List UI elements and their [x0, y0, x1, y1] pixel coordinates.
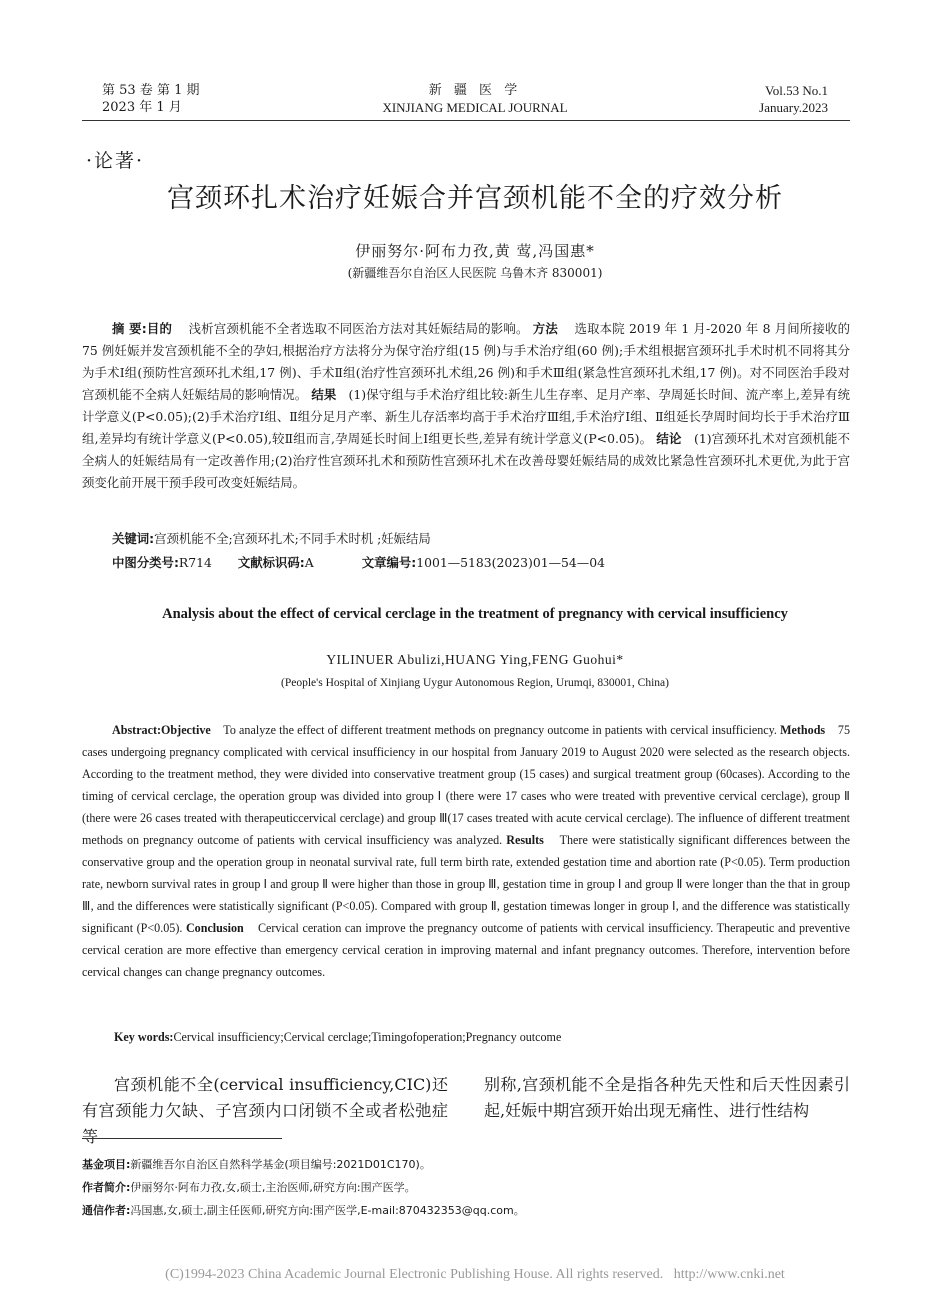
doc-code-label: 文献标识码:	[237, 555, 305, 570]
section-label: ·论著·	[86, 150, 145, 172]
volume-issue-en: Vol.53 No.1	[765, 83, 828, 98]
abstract-cn-methods: 选取本院 2019 年 1 月-2020 年 8 月间所接收的 75 例妊娠并发宫颈机能不全的孕妇,根据治疗方法将分为保守治疗组(15 例)与手术治疗组(60 例);手术组根据宫颈环扎手术时机不同将其分为手术Ⅰ组(预防性宫颈环扎术组,17 例)、手术Ⅱ组(治疗性宫颈环扎术组,26 例)和手术Ⅲ组(紧急性宫颈环扎术组,17 例)。对不同医治手段对宫颈机能不全病人妊娠结局的影响情况。	[82, 321, 850, 402]
copyright-notice: (C)1994-2023 China Academic Journal Electronic Publishing House. All rights reserved. http://www.cnki.net	[165, 1267, 785, 1282]
abstract-en-methods-label: Methods	[780, 723, 826, 737]
abstract-en-results: There were statistically significant differences between the conservative group and the operation group in neonatal survival rate, full term birth rate, extended gestation time and abortion rate (P<0.05). Term production rate, newborn survival rates in group Ⅰ and group Ⅱ were higher than those in group Ⅲ, gestation time in group Ⅰ and group Ⅱ were longer than the that in group Ⅲ, and the differences were statistically significant (P<0.05). Compared with group Ⅱ, gestation timewas longer in group Ⅰ, and the difference was statistically significant (P<0.05).	[82, 833, 850, 935]
footnotes	[82, 1153, 850, 1222]
footnote-correspondence	[82, 1199, 850, 1222]
volume-issue-cn: 第 53 卷 第 1 期	[102, 83, 200, 98]
footnote-rule	[82, 1138, 282, 1139]
journal-name-cn: 新 疆 医 学	[428, 83, 522, 98]
doc-code-value: A	[304, 555, 314, 570]
affiliation-en: (People's Hospital of Xinjiang Uygur Autonomous Region, Urumqi, 830001, China)	[281, 677, 669, 689]
abstract-en-methods: 75 cases undergoing pregnancy complicated with cervical insufficiency in our hospital from January 2019 to August 2020 were selected as the research objects. According to the treatment method, they were divided into conservative treatment group (15 cases) and surgical treatment group (60cases). According to the timing of cervical cerclage, the operation group was divided into group Ⅰ (there were 17 cases who were treated with preventive cervical cerclage), group Ⅱ (there were 26 cases treated with therapeuticcervical cerclage) and group Ⅲ(17 cases treated with acute cervical cerclage). The influence of different treatment methods on pregnancy outcome of patients with cervical insufficiency was analyzed.	[82, 723, 850, 847]
abstract-cn-results-label: 结果	[311, 387, 337, 402]
clc-value: R714	[178, 555, 212, 570]
body-column-left: 宫颈机能不全(cervical insufficiency,CIC)还有宫颈能力欠缺、子宫颈内口闭锁不全或者松弛症等	[82, 1075, 448, 1146]
abstract-cn-conclusion-label: 结论	[656, 431, 682, 446]
body-column-right: 别称,宫颈机能不全是指各种先天性和后天性因素引起,妊娠中期宫颈开始出现无痛性、进行性结构	[484, 1075, 850, 1120]
footnote-fund	[82, 1153, 850, 1176]
abstract-en-conclusion-label: Conclusion	[185, 921, 244, 935]
keywords-en	[82, 1026, 882, 1048]
article-title-en: Analysis about the effect of cervical cerclage in the treatment of pregnancy with cervical insufficiency	[162, 606, 788, 622]
correspondence-text: 冯国惠,女,硕士,副主任医师,研究方向:围产医学,E-mail:870432353@qq.com。	[130, 1204, 525, 1217]
fund-text: 新疆维吾尔自治区自然科学基金(项目编号:2021D01C170)。	[130, 1158, 431, 1171]
article-number-label: 文章编号:	[361, 555, 417, 570]
fund-label: 基金项目:	[82, 1158, 131, 1171]
abstract-cn-conclusion: (1)宫颈环扎术对宫颈机能不全病人的妊娠结局有一定改善作用;(2)治疗性宫颈环扎术和预防性宫颈环扎术在改善母婴妊娠结局的成效比紧急性宫颈环扎术更优,为此于宫颈变化前开展干预手段可改变妊娠结局。	[82, 431, 850, 490]
keywords-en-text: Cervical insufficiency;Cervical cerclage;Timingofoperation;Pregnancy outcome	[173, 1030, 562, 1044]
abstract-cn-methods-label: 方法	[532, 321, 558, 336]
abstract-cn-objective: 浅析宫颈机能不全者选取不同医治方法对其妊娠结局的影响。	[188, 321, 529, 336]
author-bio-text: 伊丽努尔·阿布力孜,女,硕士,主治医师,研究方向:围产医学。	[130, 1181, 416, 1194]
article-title-cn: 宫颈环扎术治疗妊娠合并宫颈机能不全的疗效分析	[167, 183, 783, 214]
keywords-cn-text: 宫颈机能不全;宫颈环扎术;不同手术时机 ;妊娠结局	[154, 531, 431, 546]
journal-name-en: XINJIANG MEDICAL JOURNAL	[382, 100, 568, 115]
header-rule	[82, 120, 850, 121]
correspondence-label: 通信作者:	[82, 1204, 131, 1217]
abstract-en-conclusion: Cervical ceration can improve the pregnancy outcome of patients with cervical insufficiency. Therapeutic and preventive cervical ceration are more effective than emergency cervical ceration in improving maternal and infant pregnancy outcomes. Therefore, intervention before cervical changes can change pregnancy outcomes.	[82, 921, 850, 979]
abstract-cn	[82, 318, 850, 494]
clc-label: 中图分类号:	[112, 555, 179, 570]
authors-en: YILINUER Abulizi,HUANG Ying,FENG Guohui*	[326, 652, 624, 667]
abstract-en-label: Abstract:Objective	[112, 723, 211, 737]
header-volume-en	[759, 82, 828, 116]
footnote-author	[82, 1176, 850, 1199]
abstract-en-results-label: Results	[506, 833, 544, 847]
author-bio-label: 作者简介:	[82, 1181, 131, 1194]
affiliation-cn: (新疆维吾尔自治区人民医院 乌鲁木齐 830001)	[347, 266, 603, 280]
abstract-cn-results: (1)保守组与手术治疗组比较:新生儿生存率、足月产率、孕周延长时间、流产率上,差异有统计学意义(P<0.05);(2)手术治疗Ⅰ组、Ⅱ组分足月产率、新生儿存活率均高于手术治疗Ⅲ组,手术治疗Ⅰ组、Ⅱ组延长孕周时间均长于手术治疗Ⅲ组,差异均有统计学意义(P<0.05),较Ⅱ组而言,孕周延长时间上Ⅰ组更长些,差异有统计学意义(P<0.05)。	[82, 387, 850, 446]
article-number-value: 1001—5183(2023)01—54—04	[416, 555, 605, 570]
abstract-en-objective: To analyze the effect of different treatment methods on pregnancy outcome in patients with cervical insufficiency.	[223, 723, 777, 737]
keywords-cn	[82, 528, 880, 550]
date-en: January.2023	[759, 100, 828, 115]
keywords-cn-label: 关键词:	[112, 531, 155, 546]
abstract-cn-label: 摘 要:目的	[112, 321, 173, 336]
date-cn: 2023 年 1 月	[102, 100, 182, 115]
classification-line	[82, 552, 880, 574]
keywords-en-label: Key words:	[114, 1030, 174, 1044]
abstract-en	[82, 719, 850, 983]
authors-cn: 伊丽努尔·阿布力孜,黄 莺,冯国惠*	[355, 242, 595, 260]
